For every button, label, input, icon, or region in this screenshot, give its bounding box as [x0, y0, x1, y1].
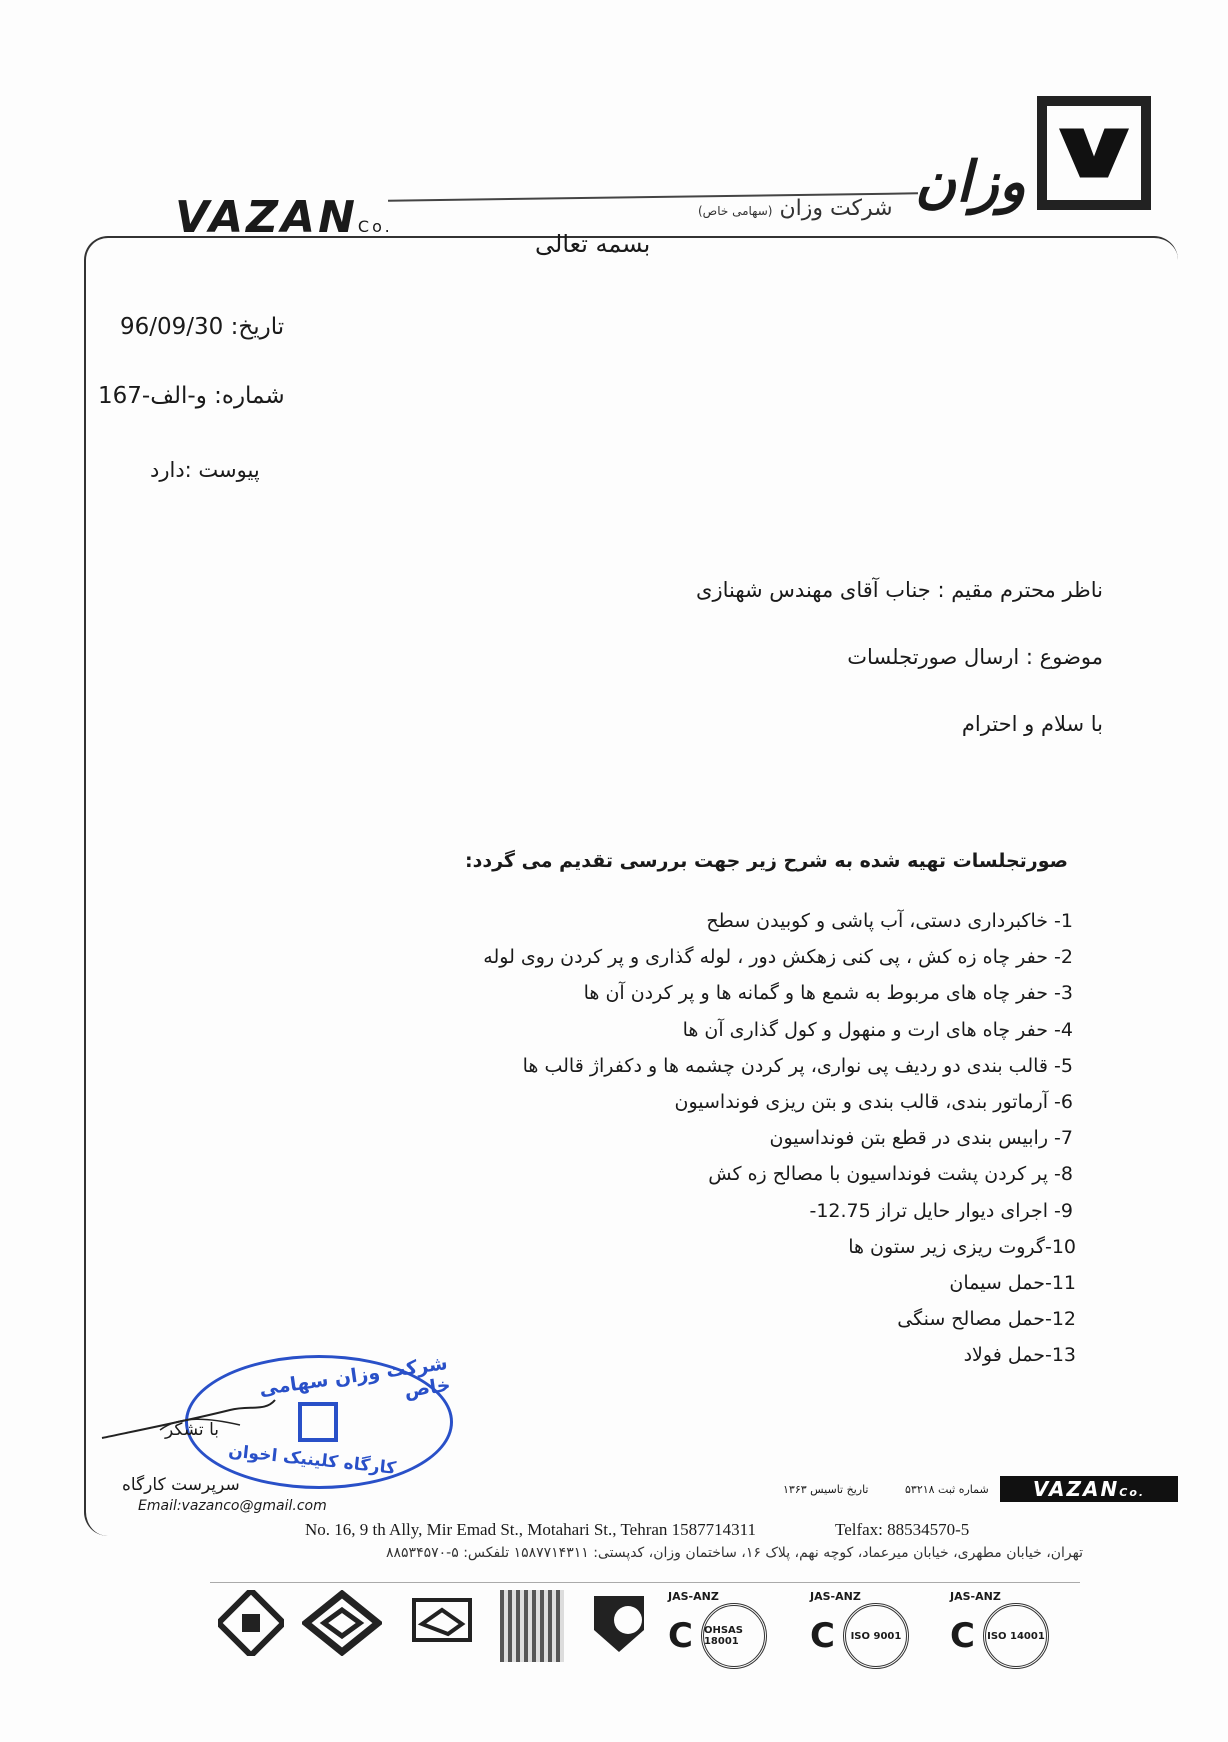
site-supervisor: سرپرست کارگاه: [122, 1475, 240, 1495]
stamp-logo-icon: [298, 1402, 338, 1442]
list-item: 1- خاکبرداری دستی، آب پاشی و کوبیدن سطح: [706, 910, 1073, 932]
list-item: 2- حفر چاه زه کش ، پی کنی زهکش دور ، لوله گذاری و پر کردن روی لوله: [483, 946, 1073, 968]
list-item: 5- قالب بندی دو ردیف پی نواری، پر کردن چشمه ها و دکفراژ قالب ها: [522, 1055, 1073, 1077]
footer-brand: VAZANCo.: [1000, 1476, 1178, 1502]
list-item: 3- حفر چاه های مربوط به شمع ها و گمانه ها و پر کردن آن ها: [583, 982, 1073, 1004]
footer-telfax: Telfax: 88534570-5: [835, 1520, 970, 1539]
intro-line: صورتجلسات تهیه شده به شرح زیر جهت بررسی تقدیم می گردد:: [465, 850, 1068, 872]
recipient-line: ناظر محترم مقیم : جناب آقای مهندس شهنازی: [696, 578, 1103, 602]
number-line: [98, 383, 285, 409]
date-line: [120, 314, 284, 340]
jasanz-c-icon: C: [810, 1616, 835, 1656]
list-item: 10-گروت ریزی زیر ستون ها: [848, 1236, 1076, 1258]
list-item: 8- پر کردن پشت فونداسیون با مصالح زه کش: [708, 1163, 1073, 1185]
cert-badge-iso14001: JAS-ANZ C ISO 14001: [950, 1590, 1080, 1662]
jasanz-c-icon: C: [950, 1616, 975, 1656]
iso14001-seal: ISO 14001: [983, 1603, 1049, 1669]
logo-wordmark-fa: وزان: [915, 150, 1026, 215]
brand-wordmark-en: VAZANCo.: [175, 192, 393, 243]
letter-frame: [84, 236, 1178, 1536]
footer-established: تاریخ تاسیس ۱۳۶۳: [783, 1483, 869, 1496]
footer-address-fa: تهران، خیابان مطهری، خیابان میرعماد، کوچه نهم، پلاک ۱۶، ساختمان وزان، کدپستی: ۱۵۸۷۷۱۴۳۱۱ تلفکس: ۵-۸۸۵۳۴۵۷۰: [386, 1545, 1083, 1561]
greeting-line: با سلام و احترام: [961, 712, 1103, 736]
association-logo-2: [302, 1590, 382, 1662]
association-logo-3: [408, 1590, 476, 1662]
footer-address-en: No. 16, 9 th Ally, Mir Emad St., Motahari St., Tehran 1587714311: [305, 1520, 757, 1539]
list-item: 11-حمل سیمان: [949, 1272, 1076, 1294]
jasanz-c-icon: C: [668, 1616, 693, 1656]
list-item: 6- آرماتور بندی، قالب بندی و بتن ریزی فونداسیون: [674, 1091, 1073, 1113]
list-item: 13-حمل فولاد: [963, 1344, 1076, 1366]
ohsas-seal: OHSAS 18001: [701, 1603, 767, 1669]
list-item: 9- اجرای دیوار حایل تراز 12.75-: [809, 1200, 1073, 1222]
footer-divider: [210, 1582, 1080, 1583]
date-label: تاریخ:: [230, 314, 285, 340]
number-value: و-الف-167: [98, 383, 207, 409]
list-item: 12-حمل مصالح سنگی: [897, 1308, 1076, 1330]
list-item: 4- حفر چاه های ارت و منهول و کول گذاری آن ها: [682, 1019, 1073, 1041]
iso9001-seal: ISO 9001: [843, 1603, 909, 1669]
association-logo-5: [590, 1590, 648, 1662]
list-item: 7- رابیس بندی در قطع بتن فونداسیون: [769, 1127, 1073, 1149]
subject-line: موضوع : ارسال صورتجلسات: [847, 645, 1103, 669]
stamp-text-bottom: کارگاه کلینیک اخوان: [227, 1441, 397, 1479]
association-logo-4: [500, 1590, 564, 1662]
basmala: بسمه تعالی: [535, 230, 651, 258]
attachment-line: پیوست :دارد: [150, 458, 260, 482]
stamp-text-top: شرکت وزان سهامی خاص: [257, 1352, 452, 1403]
company-logo: [1037, 96, 1151, 210]
cert-badge-ohsas: JAS-ANZ C OHSAS 18001: [668, 1590, 798, 1662]
number-label: شماره:: [214, 383, 285, 409]
association-logo-1: [218, 1590, 284, 1662]
date-value: 96/09/30: [120, 314, 224, 340]
footer-registration: شماره ثبت ۵۳۲۱۸: [905, 1483, 989, 1496]
cert-badge-iso9001: JAS-ANZ C ISO 9001: [810, 1590, 940, 1662]
company-name-fa: شرکت وزان (سهامی خاص): [698, 196, 893, 221]
thanks-text: با تشکر: [165, 1420, 219, 1440]
email-text: Email:vazanco@gmail.com: [138, 1498, 327, 1514]
